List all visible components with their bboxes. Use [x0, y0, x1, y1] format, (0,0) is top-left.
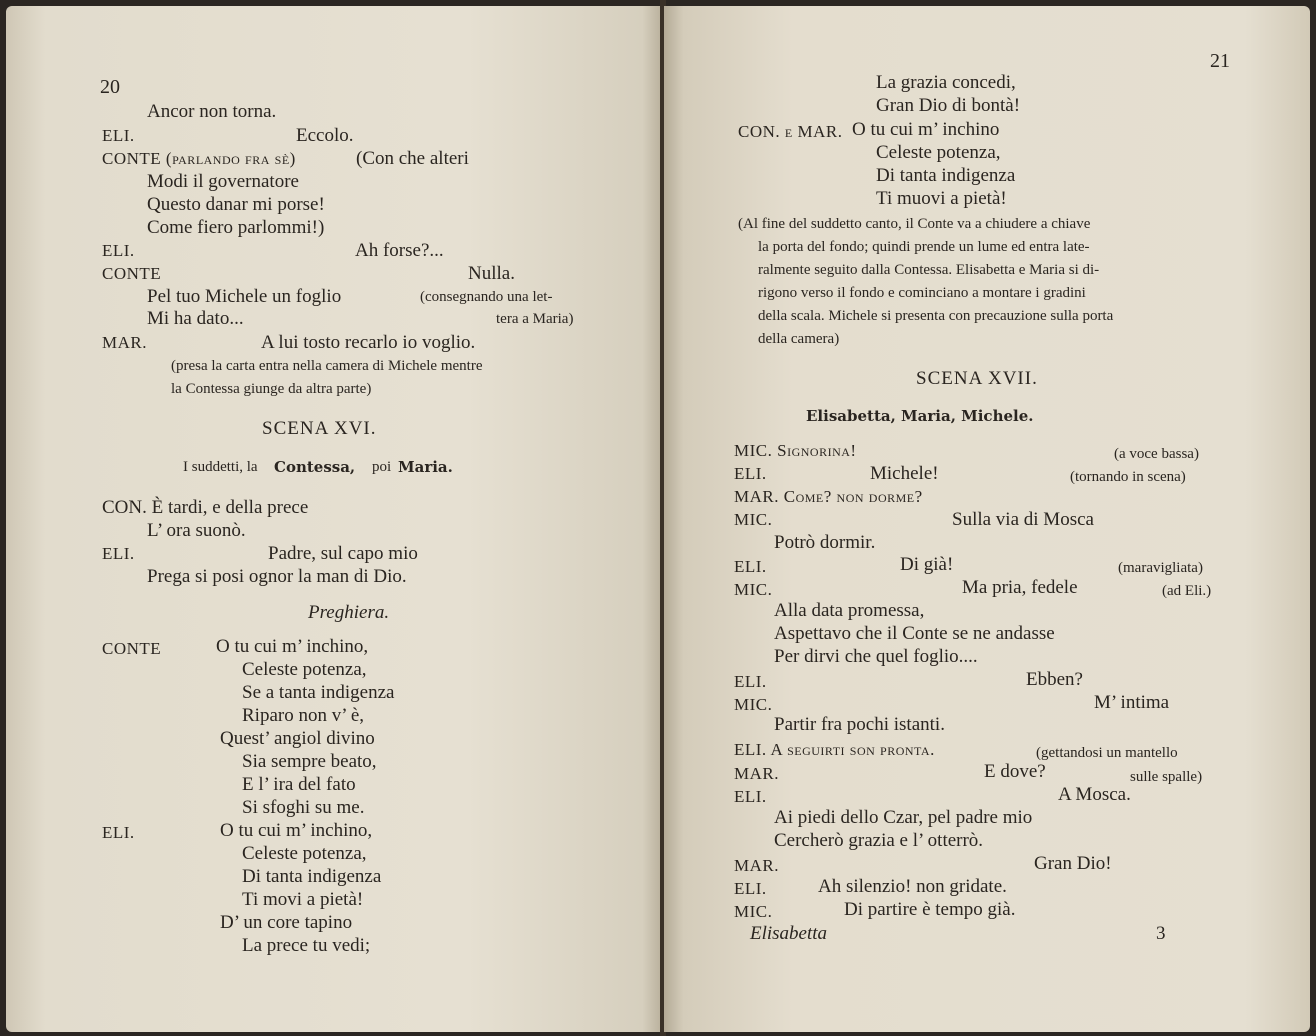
text-line: ELI. — [102, 544, 135, 563]
text-line: CON. e MAR. — [738, 122, 843, 141]
text-line: O tu cui m’ inchino — [852, 119, 1000, 140]
text-line: Se a tanta indigenza — [242, 682, 395, 703]
text-line: MAR. — [734, 764, 779, 783]
text-line: ELI. A seguirti son pronta. — [734, 740, 935, 759]
text-line: ELI. — [102, 126, 135, 145]
text-line: ELI. — [734, 672, 767, 691]
text-line: D’ un core tapino — [220, 912, 353, 933]
text-line: Partir fra pochi istanti. — [774, 714, 945, 735]
text-line: Alla data promessa, — [774, 600, 925, 621]
text-line: (a voce bassa) — [1114, 446, 1199, 462]
text-line: O tu cui m’ inchino, — [220, 820, 373, 841]
text-line: la Contessa giunge da altra parte) — [171, 381, 372, 397]
text-line: La prece tu vedi; — [242, 935, 371, 956]
text-line: Michele! — [870, 463, 939, 484]
text-line: Ti muovi a pietà! — [876, 188, 1007, 209]
text-line: ELI. — [102, 241, 135, 260]
text-line: (gettandosi un mantello — [1036, 745, 1178, 761]
text-line: (maravigliata) — [1118, 560, 1203, 576]
text-line: I suddetti, la — [183, 459, 258, 475]
text-line: Di partire è tempo già. — [844, 899, 1016, 920]
text-line: Riparo non v’ è, — [242, 705, 365, 726]
text-line: Preghiera. — [308, 602, 390, 623]
text-line: ELI. — [734, 879, 767, 898]
text-line: L’ ora suonò. — [147, 520, 246, 541]
text-line: MAR. — [734, 856, 779, 875]
text-line: MIC. — [734, 902, 773, 921]
text-line: Celeste potenza, — [242, 659, 367, 680]
text-line: Ancor non torna. — [147, 101, 277, 122]
text-line: Ebben? — [1026, 669, 1083, 690]
text-line: della scala. Michele si presenta con precauzione sulla porta — [758, 308, 1114, 324]
text-line: SCENA XVI. — [262, 418, 377, 439]
text-line: SCENA XVII. — [916, 368, 1038, 389]
text-line: Elisabetta, Maria, Michele. — [806, 407, 1034, 425]
text-line: poi — [372, 459, 392, 475]
text-line: Maria. — [398, 458, 453, 476]
text-line: Si sfoghi su me. — [242, 797, 365, 818]
text-line: (Con che alteri — [356, 148, 469, 169]
text-line: della camera) — [758, 331, 840, 347]
text-line: Di tanta indigenza — [876, 165, 1016, 186]
text-line: Potrò dormir. — [774, 532, 876, 553]
text-line: Questo danar mi porse! — [147, 194, 325, 215]
text-line: MIC. — [734, 580, 773, 599]
text-line: La grazia concedi, — [876, 72, 1016, 93]
text-line: Pel tuo Michele un foglio — [147, 286, 342, 307]
text-line: ELI. — [734, 557, 767, 576]
text-line: (ad Eli.) — [1162, 583, 1212, 599]
text-line: Prega si posi ognor la man di Dio. — [147, 566, 407, 587]
text-line: Sia sempre beato, — [242, 751, 377, 772]
right-page — [664, 6, 1310, 1032]
text-line: la porta del fondo; quindi prende un lume ed entra late- — [758, 239, 1090, 255]
text-line: A lui tosto recarlo io voglio. — [261, 332, 476, 353]
text-line: ELI. — [102, 823, 135, 842]
text-line: Ah silenzio! non gridate. — [818, 876, 1007, 897]
text-line: 3 — [1156, 923, 1166, 944]
text-line: rigono verso il fondo e cominciano a montare i gradini — [758, 285, 1086, 301]
text-line: Ma pria, fedele — [962, 577, 1078, 598]
text-line: (Al fine del suddetto canto, il Conte va a chiudere a chiave — [738, 216, 1091, 232]
text-line: Ah forse?... — [355, 240, 444, 261]
text-line: Celeste potenza, — [876, 142, 1001, 163]
text-line: Sulla via di Mosca — [952, 509, 1094, 530]
text-line: Ti movi a pietà! — [242, 889, 364, 910]
text-line: Cercherò grazia e l’ otterrò. — [774, 830, 984, 851]
text-line: tera a Maria) — [496, 311, 574, 327]
text-line: Di già! — [900, 554, 954, 575]
text-line: Ai piedi dello Czar, pel padre mio — [774, 807, 1033, 828]
text-line: Celeste potenza, — [242, 843, 367, 864]
text-line: M’ intima — [1094, 692, 1170, 713]
text-line: Aspettavo che il Conte se ne andasse — [774, 623, 1055, 644]
text-line: sulle spalle) — [1130, 769, 1203, 785]
text-line: (presa la carta entra nella camera di Michele mentre — [171, 358, 483, 374]
text-line: O tu cui m’ inchino, — [216, 636, 369, 657]
page-number-left: 20 — [100, 76, 120, 98]
text-line: Gran Dio di bontà! — [876, 95, 1021, 116]
text-line: Nulla. — [468, 263, 515, 284]
text-line: ELI. — [734, 464, 767, 483]
text-line: MIC. — [734, 510, 773, 529]
text-line: ELI. — [734, 787, 767, 806]
text-line: (consegnando una let- — [420, 289, 553, 305]
text-line: Come fiero parlommi!) — [147, 217, 325, 238]
text-line: E l’ ira del fato — [242, 774, 356, 795]
text-line: E dove? — [984, 761, 1046, 782]
text-line: Contessa, — [274, 458, 356, 476]
text-line: ralmente seguito dalla Contessa. Elisabetta e Maria si di- — [758, 262, 1100, 278]
text-line: Gran Dio! — [1034, 853, 1112, 874]
text-line: Di tanta indigenza — [242, 866, 382, 887]
text-line: A Mosca. — [1058, 784, 1131, 805]
text-line: Padre, sul capo mio — [268, 543, 418, 564]
page-number-right: 21 — [1210, 50, 1230, 72]
left-page — [6, 6, 662, 1032]
text-line: Quest’ angiol divino — [220, 728, 375, 749]
text-line: Eccolo. — [296, 125, 354, 146]
text-line: CONTE — [102, 639, 162, 658]
text-line: Per dirvi che quel foglio.... — [774, 646, 978, 667]
text-line: Elisabetta — [750, 923, 828, 944]
text-line: MAR. — [102, 333, 147, 352]
text-line: Modi il governatore — [147, 171, 299, 192]
text-line: CONTE (parlando fra sè) — [102, 149, 296, 168]
text-line: MAR. Come? non dorme? — [734, 487, 923, 506]
text-line: MIC. — [734, 695, 773, 714]
text-line: Mi ha dato... — [147, 308, 244, 329]
text-line: (tornando in scena) — [1070, 469, 1186, 485]
text-line: CONTE — [102, 264, 162, 283]
text-line: CON. È tardi, e della prece — [102, 497, 309, 518]
text-line: MIC. Signorina! — [734, 441, 857, 460]
